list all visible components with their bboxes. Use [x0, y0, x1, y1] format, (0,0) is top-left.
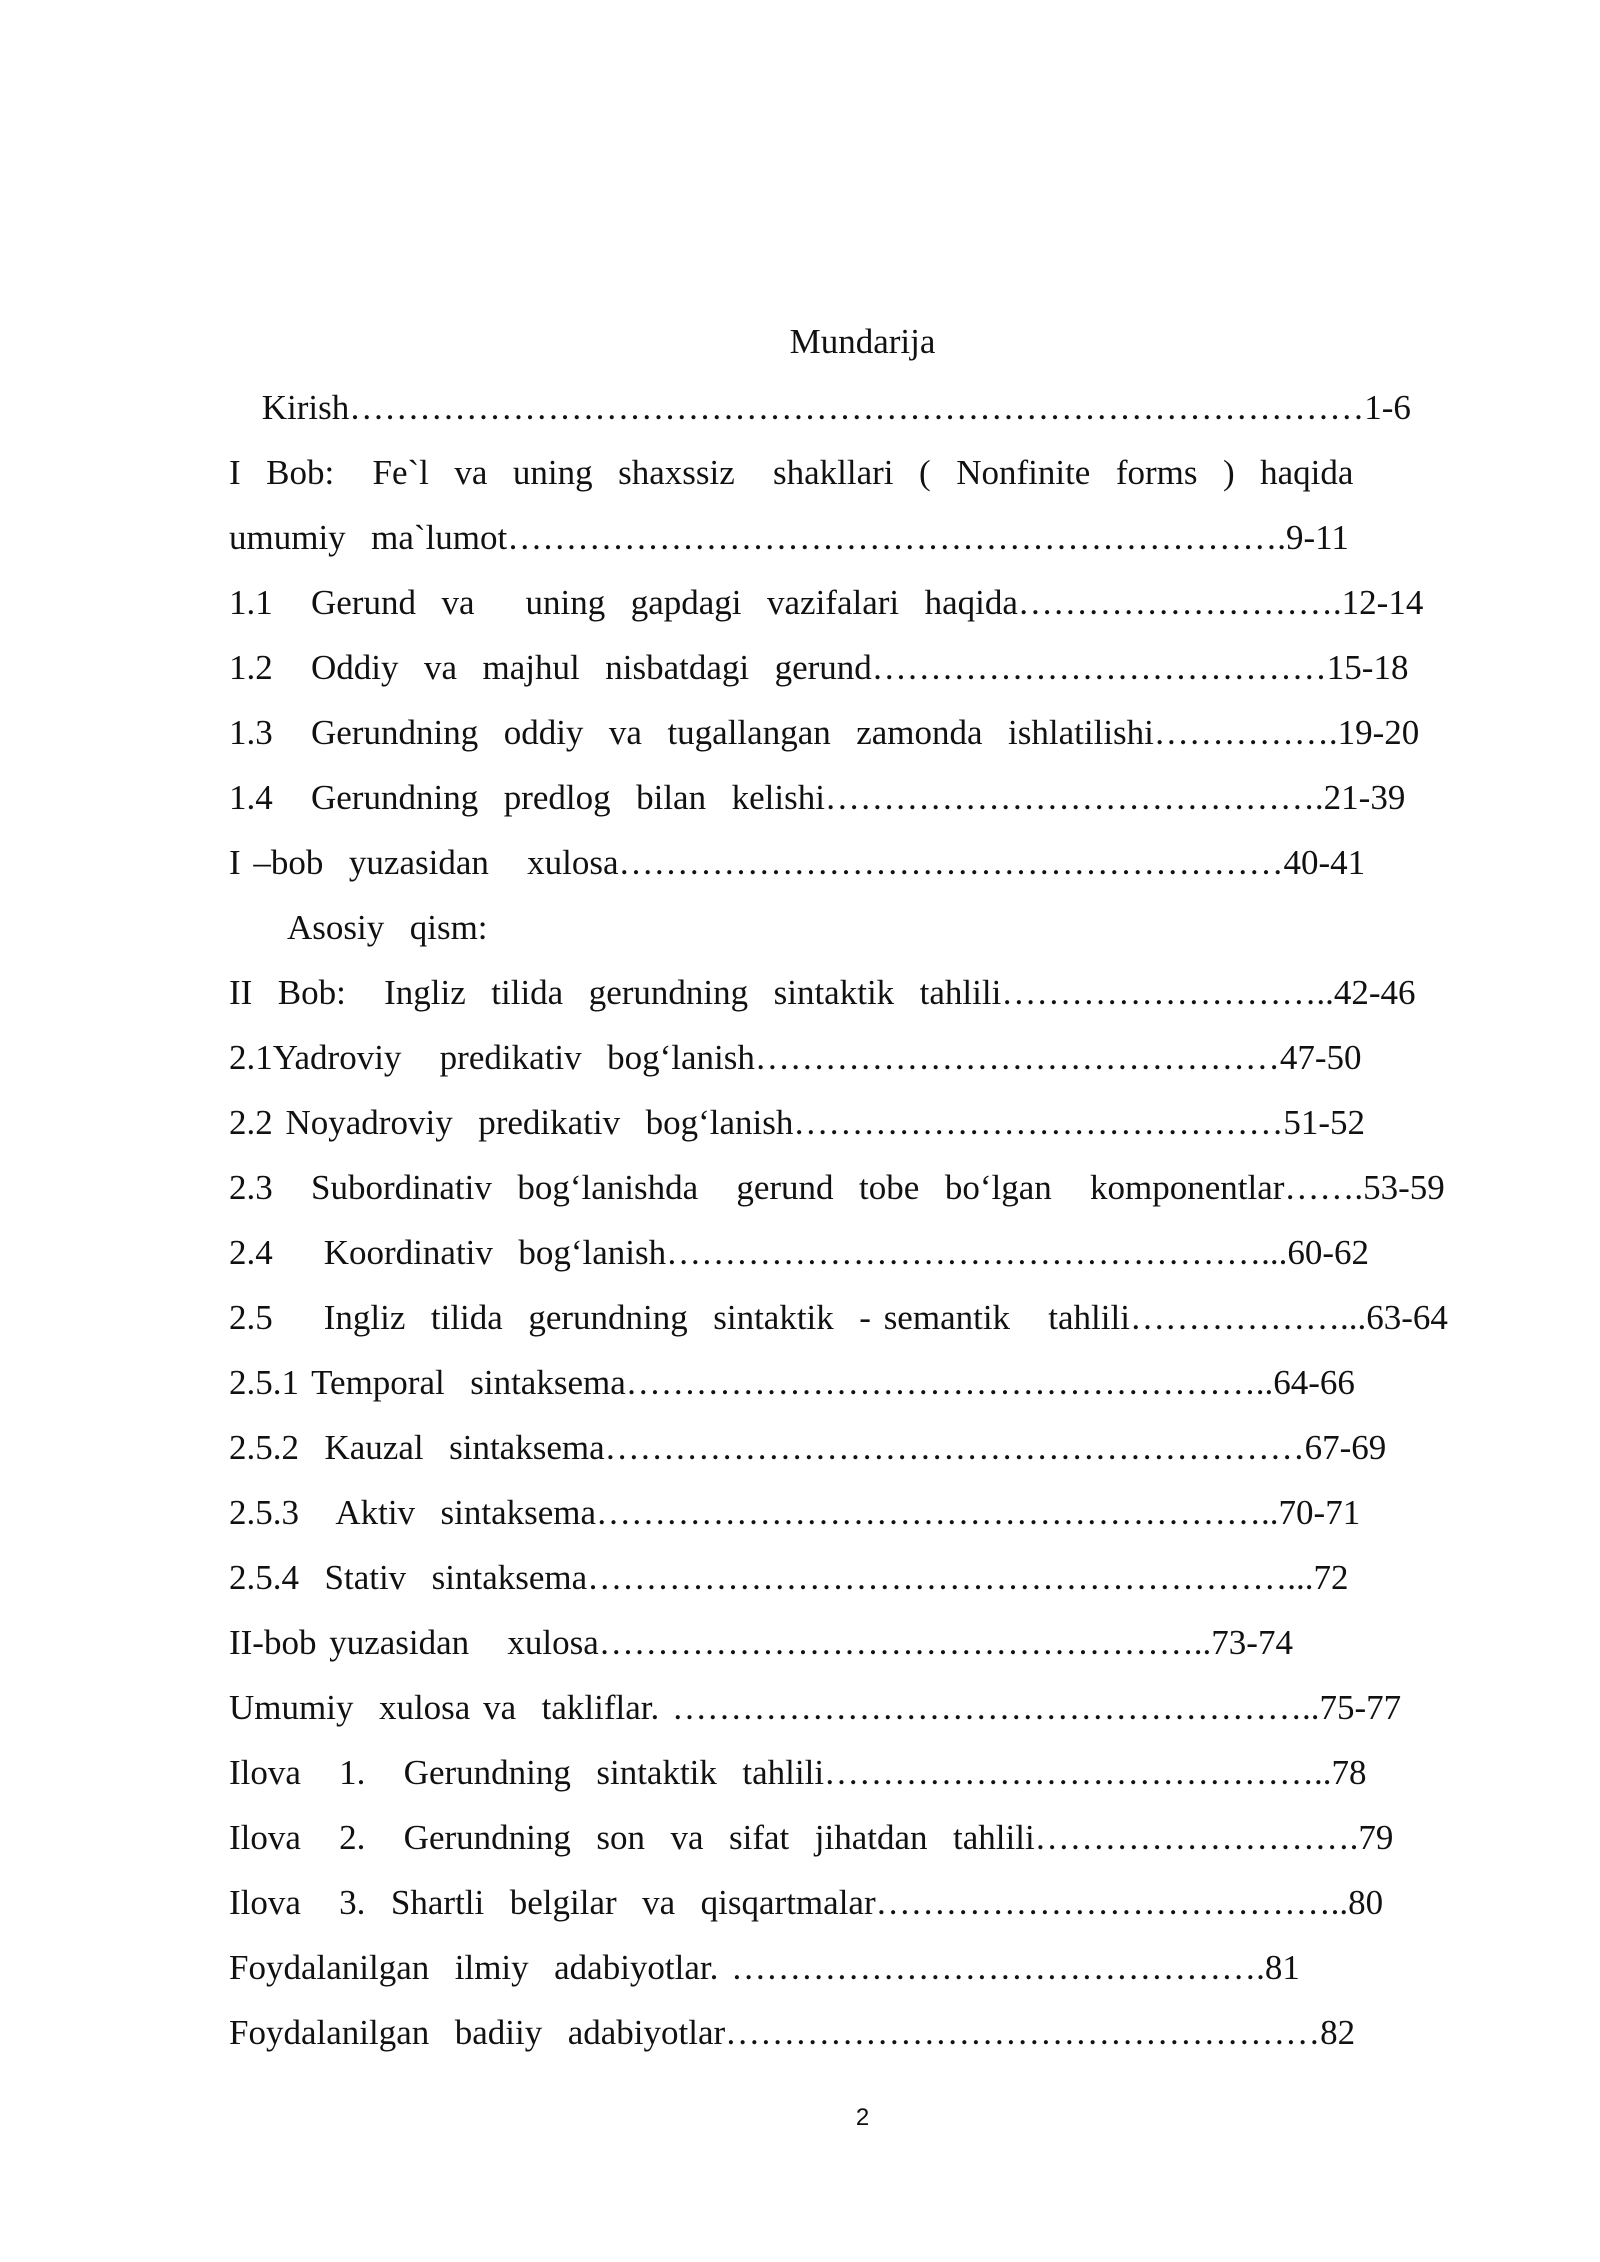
toc-entry: Foydalanilgan ilmiy adabiyotlar. ……………………………………….81: [229, 1948, 1300, 1987]
toc-entry: 1.1 Gerund va uning gapdagi vazifalari haqida……………………….12-14: [229, 583, 1424, 622]
page-title: Mundarija: [789, 322, 936, 361]
toc-entry: 2.5.2 Kauzal sintaksema……………………………………………………67-69: [229, 1428, 1387, 1467]
toc-entry: Foydalanilgan badiiy adabiyotlar……………………………………………82: [229, 2013, 1356, 2052]
toc-entry: umumiy ma`lumot………………………………………………………….9-11: [229, 518, 1349, 557]
toc-entry: 2.2 Noyadroviy predikativ bog‘lanish……………………………………51-52: [229, 1103, 1366, 1142]
toc-entry: 1.2 Oddiy va majhul nisbatdagi gerund…………………………………15-18: [229, 648, 1409, 687]
toc-entry: Umumiy xulosa va takliflar. ………………………………………………..75-77: [229, 1688, 1402, 1727]
toc-entry: 2.5 Ingliz tilida gerundning sintaktik - semantik tahlili………………...63-64: [229, 1298, 1448, 1337]
toc-entry: 1.3 Gerundning oddiy va tugallangan zamonda ishlatilishi…………….19-20: [229, 713, 1420, 752]
toc-entry: 2.4 Koordinativ bog‘lanish……………………………………………...60-62: [229, 1233, 1370, 1272]
toc-entry: Ilova 3. Shartli belgilar va qisqartmalar…………………………………..80: [229, 1883, 1384, 1922]
toc-entry: I –bob yuzasidan xulosa…………………………………………………40-41: [229, 843, 1366, 882]
toc-entry: Kirish……………………………………………………………………………1-6: [249, 388, 1411, 427]
toc-entry: 1.4 Gerundning predlog bilan kelishi…………………………………….21-39: [229, 778, 1406, 817]
toc-entry: 2.1Yadroviy predikativ bog‘lanish………………………………………47-50: [229, 1038, 1362, 1077]
table-of-contents: [229, 384, 1529, 2074]
toc-entry: 2.5.4 Stativ sintaksema……………………………………………………...72: [229, 1558, 1349, 1597]
toc-entry: 2.3 Subordinativ bog‘lanishda gerund tobe bo‘lgan komponentlar…….53-59: [229, 1168, 1445, 1207]
page-number: 2: [855, 2104, 870, 2131]
toc-entry: Asosiy qism:: [287, 908, 488, 947]
toc-entry: Ilova 2. Gerundning son va sifat jihatdan tahlili……………………….79: [229, 1818, 1394, 1857]
toc-entry: Ilova 1. Gerundning sintaktik tahlili……………………………………..78: [229, 1753, 1367, 1792]
toc-entry: II-bob yuzasidan xulosa……………………………………………..73-74: [229, 1623, 1293, 1662]
toc-entry: 2.5.3 Aktiv sintaksema…………………………………………………..70-71: [229, 1493, 1361, 1532]
toc-entry: 2.5.1 Temporal sintaksema………………………………………………..64-66: [229, 1363, 1355, 1402]
toc-entry: I Bob: Fe`l va uning shaxssiz shakllari ( Nonfinite forms ) haqida: [229, 453, 1354, 492]
toc-entry: II Bob: Ingliz tilida gerundning sintaktik tahlili………………………..42-46: [229, 973, 1416, 1012]
